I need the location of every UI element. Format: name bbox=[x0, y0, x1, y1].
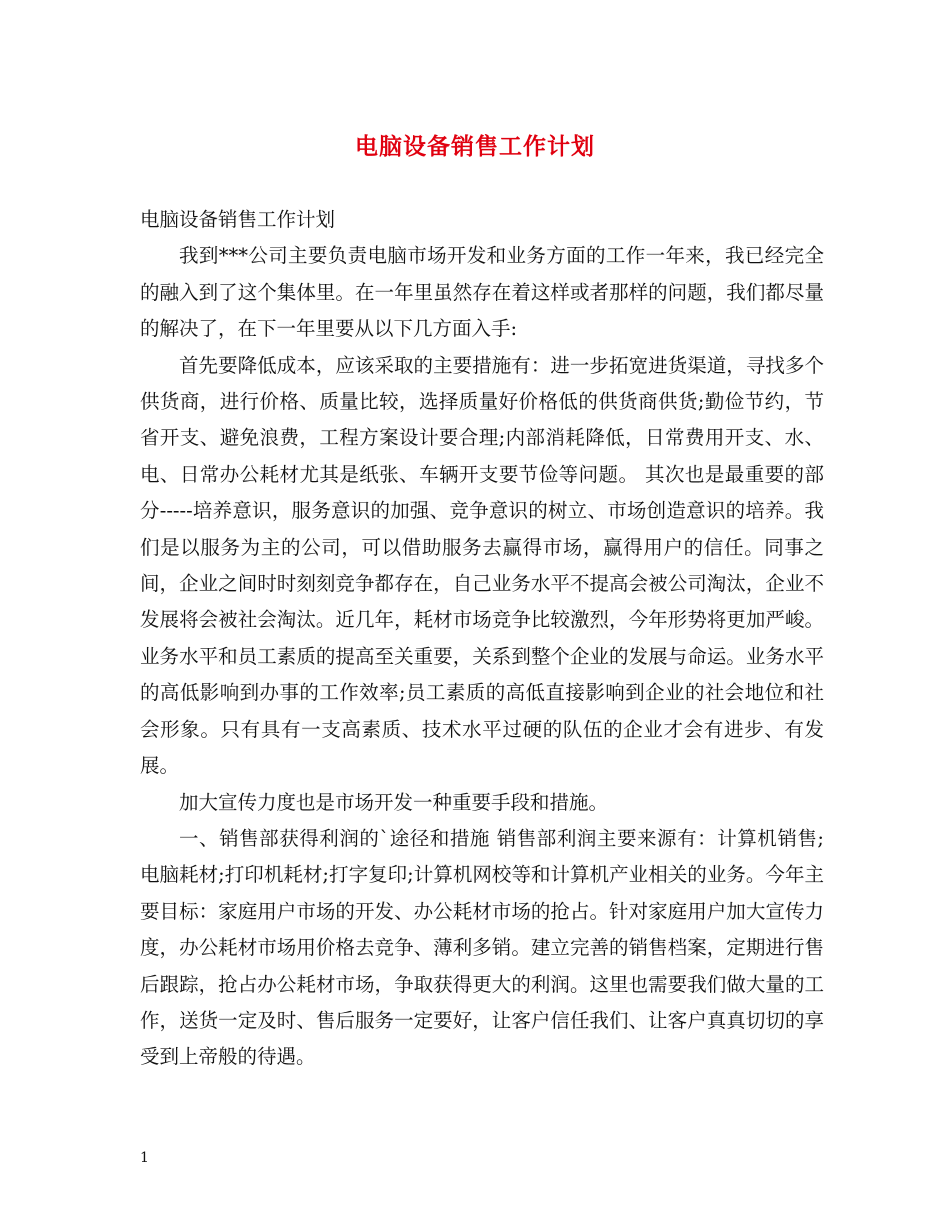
promotion-paragraph: 加大宣传力度也是市场开发一种重要手段和措施。 bbox=[179, 790, 609, 814]
subtitle-paragraph: 电脑设备销售工作计划 bbox=[140, 208, 336, 231]
intro-paragraph: 我到***公司主要负责电脑市场开发和业务方面的工作一年来，我已经完全的融入到了这个集体里。在一年里虽然存在着这样或者那样的问题，我们都尽量的解决了，在下一年里要从以下几方面入手: bbox=[140, 244, 824, 341]
page-number: 1 bbox=[140, 1150, 149, 1166]
document-body bbox=[140, 202, 824, 1076]
profit-paragraph: 一、销售部获得利润的`途径和措施 销售部利润主要来源有：计算机销售;电脑耗材;打印机耗材;打字复印;计算机网校等和计算机产业相关的业务。今年主要目标：家庭用户市场的开发、办公耗材市场的抢占。针对家庭用户加大宣传力度，办公耗材市场用价格去竞争、薄利多销。建立完善的销售档案，定期进行售后跟踪，抢占办公耗材市场，争取获得更大的利润。这里也需要我们做大量的工作，送货一定及时、售后服务一定要好，让客户信任我们、让客户真真切切的享受到上帝般的待遇。 bbox=[140, 826, 824, 1069]
cost-and-awareness-paragraph: 首先要降低成本，应该采取的主要措施有：进一步拓宽进货渠道，寻找多个供货商，进行价格、质量比较，选择质量好价格低的供货商供货;勤俭节约，节省开支、避免浪费，工程方案设计要合理;内部消耗降低，日常费用开支、水、电、日常办公耗材尤其是纸张、车辆开支要节俭等问题。 其次也是最重要的部分-----培养意识，服务意识的加强、竞争意识的树立、市场创造意识的培养。我们是以服务为主的公司，可以借助服务去赢得市场，赢得用户的信任。同事之间，企业之间时时刻刻竞争都存在，自己业务水平不提高会被公司淘汰，企业不发展将会被社会淘汰。近几年，耗材市场竞争比较激烈，今年形势将更加严峻。业务水平和员工素质的提高至关重要，关系到整个企业的发展与命运。业务水平的高低影响到办事的工作效率;员工素质的高低直接影响到企业的社会地位和社会形象。只有具有一支高素质、技术水平过硬的队伍的企业才会有进步、有发展。 bbox=[140, 353, 824, 778]
document-title: 电脑设备销售工作计划 bbox=[355, 133, 595, 160]
